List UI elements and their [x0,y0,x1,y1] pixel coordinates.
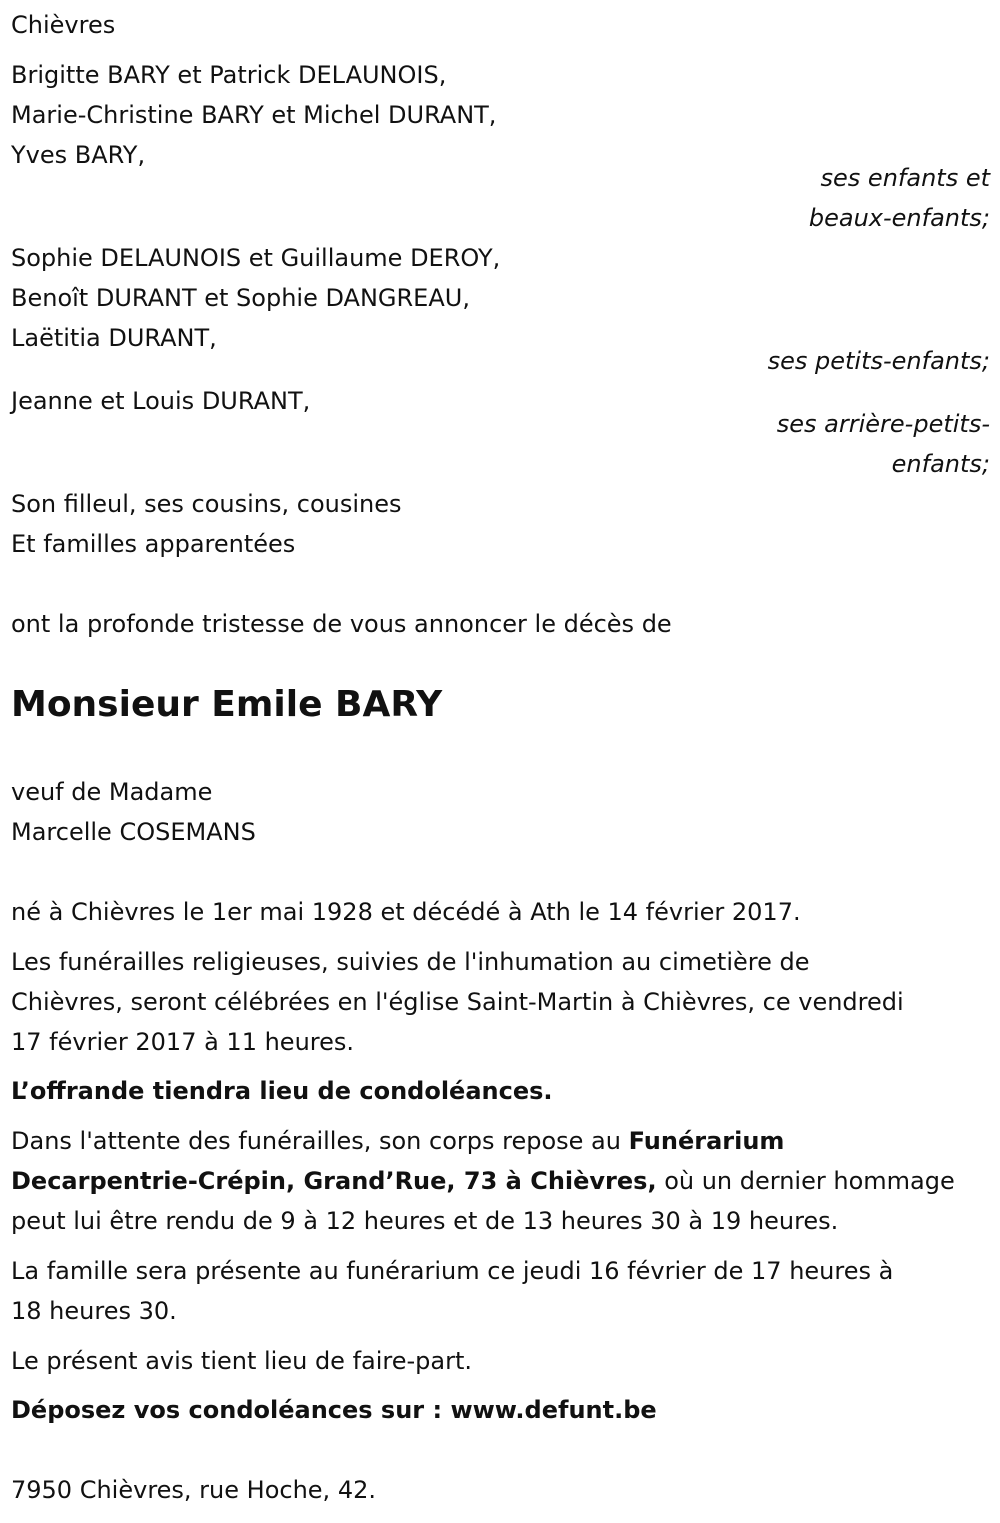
rest-line-1-text: Dans l'attente des funérailles, son corps repose au [11,1127,629,1155]
family-presence-line-1: La famille sera présente au funérarium ce jeudi 16 février de 17 heures à [11,1257,894,1285]
family-presence-line-2: 18 heures 30. [11,1297,177,1325]
great-grandchildren-line: Jeanne et Louis DURANT, [11,387,311,415]
children-line-3: Yves BARY, [11,141,146,169]
grandchildren-role: ses petits-enfants; [767,347,990,375]
funeral-line-2: Chièvres, seront célébrées en l'église Saint-Martin à Chièvres, ce vendredi [11,988,904,1016]
grandchildren-line-2: Benoît DURANT et Sophie DANGREAU, [11,284,470,312]
rest-line-2 [11,1161,955,1201]
rest-line-3: peut lui être rendu de 9 à 12 heures et de 13 heures 30 à 19 heures. [11,1207,839,1235]
rest-line-1 [11,1121,784,1161]
announcement-text: ont la profonde tristesse de vous annoncer le décès de [11,610,672,638]
funeral-line-3: 17 février 2017 à 11 heures. [11,1028,355,1056]
others-line-2: Et familles apparentées [11,530,296,558]
great-grandchildren-role-2: enfants; [891,450,990,478]
grandchildren-line-3: Laëtitia DURANT, [11,324,217,352]
grandchildren-line-1: Sophie DELAUNOIS et Guillaume DEROY, [11,244,501,272]
condolences-text: Déposez vos condoléances sur : www.defunt.be [11,1396,657,1424]
great-grandchildren-role-1: ses arrière-petits- [776,410,990,438]
widow-line-1: veuf de Madame [11,778,213,806]
widow-line-2: Marcelle COSEMANS [11,818,256,846]
others-line-1: Son filleul, ses cousins, cousines [11,490,402,518]
notice-text: Le présent avis tient lieu de faire-part. [11,1347,473,1375]
funerarium-label: Funérarium [628,1127,785,1155]
birth-death-text: né à Chièvres le 1er mai 1928 et décédé à Ath le 14 février 2017. [11,898,801,926]
city-header: Chièvres [11,11,116,39]
children-role-2: beaux-enfants; [808,204,990,232]
funerarium-address: Decarpentrie-Crépin, Grand’Rue, 73 à Chièvres, [11,1167,657,1195]
children-role-1: ses enfants et [820,164,990,192]
deceased-name: Monsieur Emile BARY [11,684,443,725]
children-line-2: Marie-Christine BARY et Michel DURANT, [11,101,497,129]
rest-line-2-text: où un dernier hommage [656,1167,955,1195]
funeral-line-1: Les funérailles religieuses, suivies de l'inhumation au cimetière de [11,948,810,976]
offering-text: L’offrande tiendra lieu de condoléances. [11,1077,553,1105]
children-line-1: Brigitte BARY et Patrick DELAUNOIS, [11,61,447,89]
address-text: 7950 Chièvres, rue Hoche, 42. [11,1476,376,1504]
